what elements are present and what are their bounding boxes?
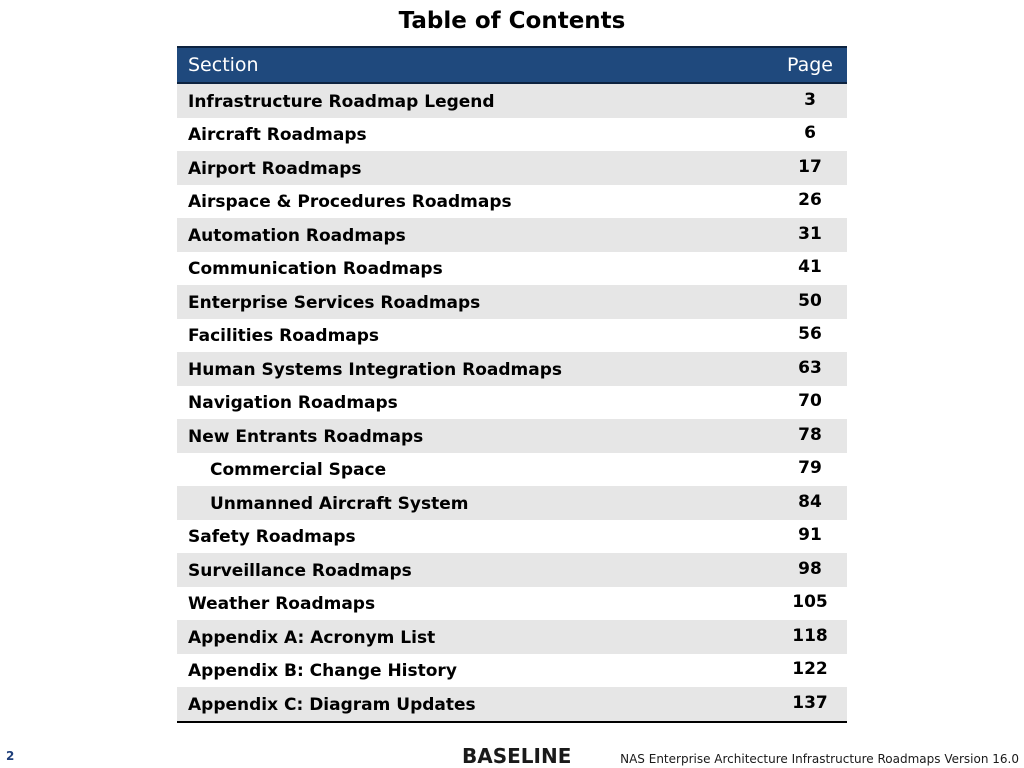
toc-table [177,46,847,723]
toc-row [177,84,847,118]
toc-row [177,252,847,286]
toc-row-page-number: 56 [798,324,822,345]
toc-row-page-number: 118 [792,625,828,646]
toc-row-page-number: 78 [798,424,822,445]
toc-rows [177,84,847,721]
toc-row [177,386,847,420]
toc-row-page-number: 91 [798,525,822,546]
toc-row [177,118,847,152]
page-column-header: Page [787,54,833,76]
toc-row-section-label: Aircraft Roadmaps [188,125,367,146]
toc-row [177,486,847,520]
toc-row-section-label: Communication Roadmaps [188,259,443,280]
toc-row-section-label: Automation Roadmaps [188,225,406,246]
toc-row-section-label: Airport Roadmaps [188,158,362,179]
toc-header-row [177,46,847,84]
toc-row-page-number: 26 [798,190,822,211]
toc-row-page-number: 98 [798,558,822,579]
toc-row-section-label: Unmanned Aircraft System [210,493,469,514]
toc-row [177,520,847,554]
toc-row-section-label: Commercial Space [210,460,387,481]
toc-row-page-number: 105 [792,592,828,613]
toc-row-page-number: 17 [798,156,822,177]
toc-row-section-label: Human Systems Integration Roadmaps [188,359,563,380]
toc-row-page-number: 41 [798,257,822,278]
toc-row [177,151,847,185]
toc-row [177,285,847,319]
toc-row [177,453,847,487]
toc-row-page-number: 137 [792,692,828,713]
toc-row [177,419,847,453]
toc-row-section-label: Safety Roadmaps [188,527,356,548]
toc-row-page-number: 31 [798,223,822,244]
footer-page-number: 2 [6,749,15,763]
toc-row-section-label: Weather Roadmaps [188,594,376,615]
toc-row-section-label: Appendix C: Diagram Updates [188,694,476,715]
footer-baseline-label: BASELINE [462,744,572,768]
toc-row [177,687,847,721]
footer-document-title: NAS Enterprise Architecture Infrastructure Roadmaps Version 16.0 [620,752,1019,766]
toc-row-section-label: Surveillance Roadmaps [188,560,412,581]
toc-row [177,185,847,219]
toc-row-page-number: 3 [804,89,816,110]
section-column-header: Section [188,54,259,76]
toc-row-section-label: Appendix B: Change History [188,661,457,682]
toc-row-section-label: Facilities Roadmaps [188,326,380,347]
toc-row-page-number: 122 [792,659,828,680]
toc-row [177,319,847,353]
toc-row-section-label: Infrastructure Roadmap Legend [188,91,495,112]
toc-row-section-label: Airspace & Procedures Roadmaps [188,192,512,213]
toc-row-page-number: 63 [798,357,822,378]
toc-row-page-number: 84 [798,491,822,512]
toc-row [177,553,847,587]
toc-row-section-label: New Entrants Roadmaps [188,426,424,447]
toc-row-section-label: Appendix A: Acronym List [188,627,436,648]
toc-row [177,620,847,654]
toc-row-page-number: 50 [798,290,822,311]
toc-row-section-label: Enterprise Services Roadmaps [188,292,481,313]
toc-row [177,218,847,252]
page-title: Table of Contents [398,8,626,34]
toc-row-section-label: Navigation Roadmaps [188,393,398,414]
toc-row-page-number: 79 [798,458,822,479]
toc-row [177,352,847,386]
toc-row [177,654,847,688]
toc-row [177,587,847,621]
toc-row-page-number: 70 [798,391,822,412]
toc-row-page-number: 6 [804,123,816,144]
